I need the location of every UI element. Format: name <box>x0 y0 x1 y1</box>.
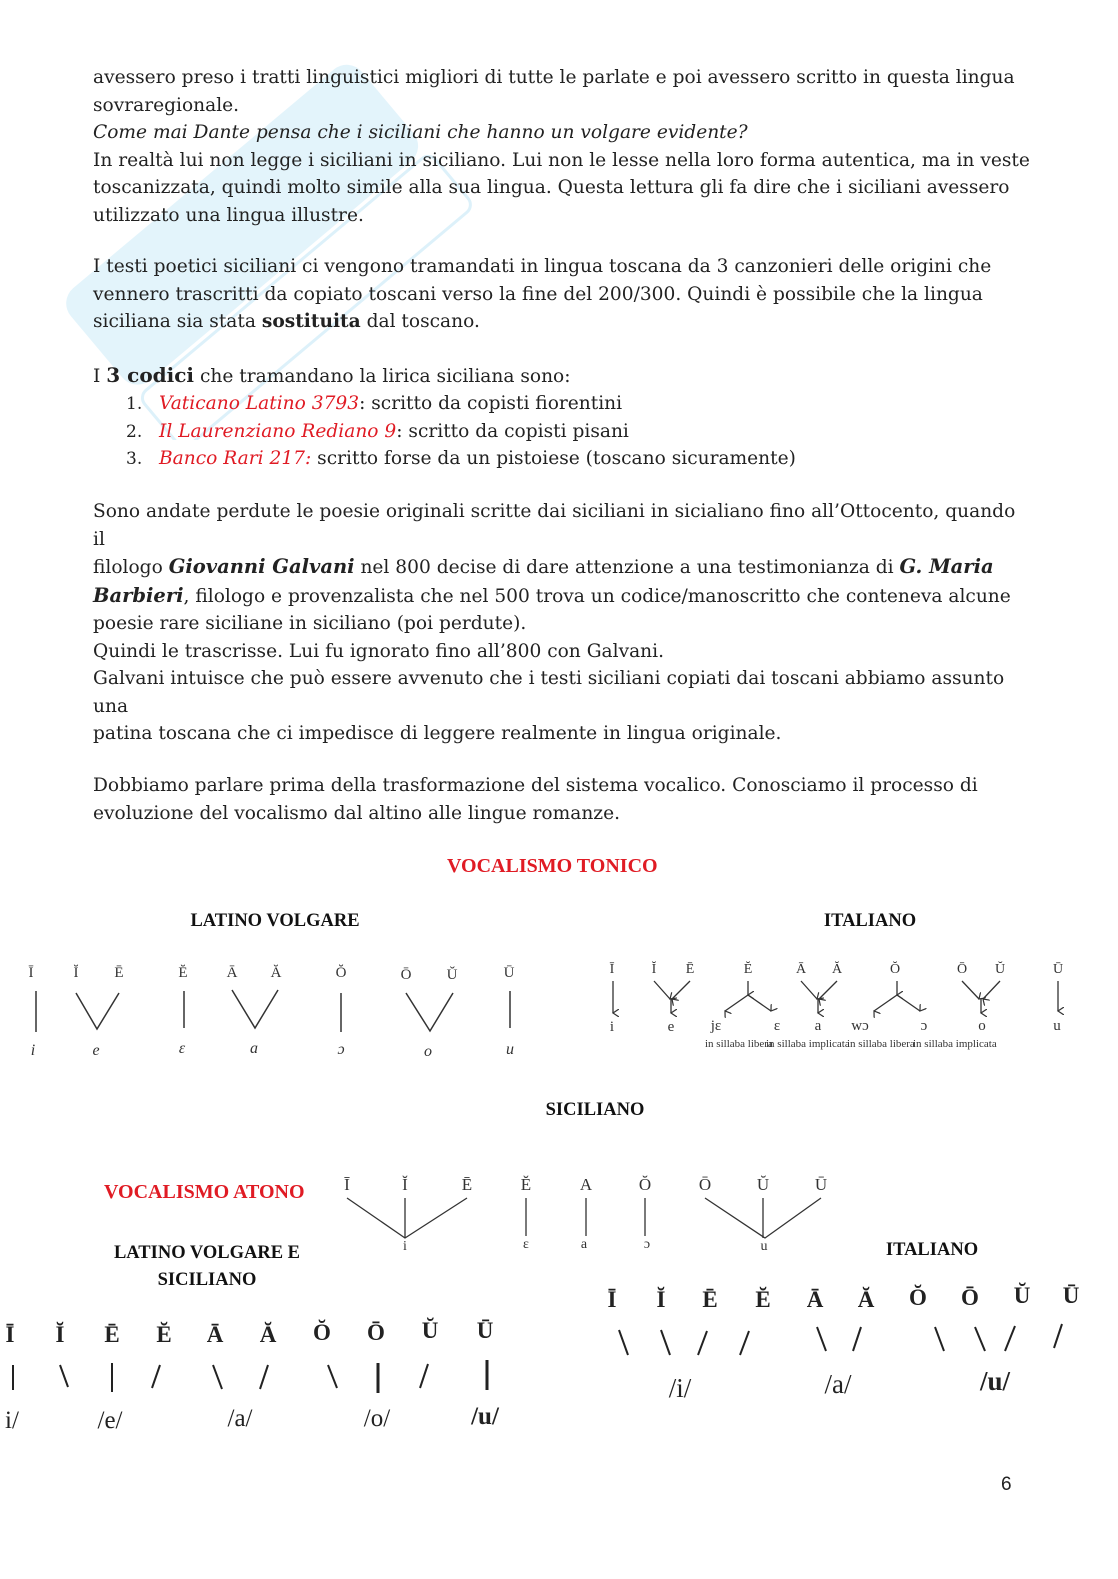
vowel-label: Ā <box>226 965 238 981</box>
vowel-label: Ō <box>698 1175 712 1194</box>
vowel-label: Ă <box>259 1322 277 1347</box>
vowel-label: ɔ <box>920 1018 928 1034</box>
vowel-label: Ō <box>367 1320 385 1345</box>
vowel-label: Ŏ <box>909 1285 927 1310</box>
vowel-label: Ū <box>1062 1283 1080 1308</box>
vowel-label: Ē <box>104 1322 120 1347</box>
label-siciliano: SICILIANO <box>545 1100 645 1120</box>
vowel-label: a <box>580 1237 588 1252</box>
list-item: 1. Vaticano Latino 3793: scritto da copisti fiorentini <box>126 393 623 414</box>
paragraph-sistema-vocalico: Dobbiamo parlare prima della trasformazione del sistema vocalico. Conosciamo il processo di evoluzione del vocalismo dal altino alle lingue romanze. <box>93 775 978 824</box>
vowel-label: Ū <box>503 965 515 981</box>
vowel-label: ɛ <box>523 1237 529 1252</box>
vowel-label: i/ <box>5 1407 19 1434</box>
vowel-label: i <box>609 1019 615 1035</box>
note-label: in sillaba libera <box>847 1038 915 1050</box>
list-item: 3. Banco Rari 217: scritto forse da un pistoiese (toscano sicuramente) <box>126 448 796 469</box>
vowel-label: wɔ <box>851 1018 869 1034</box>
vowel-label: /a/ <box>227 1405 253 1432</box>
vowel-label: /e/ <box>97 1407 123 1434</box>
vowel-label: Ī <box>28 965 34 981</box>
vowel-label: Ū <box>814 1175 828 1194</box>
vowel-label: u <box>760 1239 768 1254</box>
vowel-label: o <box>424 1043 432 1060</box>
vowel-label: Ŏ <box>335 965 347 981</box>
vowel-label: Ĕ <box>178 965 188 981</box>
label-italiano: ITALIANO <box>823 911 917 931</box>
vowel-label: Ĕ <box>520 1175 532 1194</box>
vowel-label: Ă <box>270 965 282 981</box>
vowel-label: /a/ <box>824 1369 852 1399</box>
vowel-label: Ĭ <box>656 1287 666 1312</box>
vowel-label: Ă <box>831 962 843 977</box>
vowel-label: Ō <box>400 967 412 983</box>
note-label: in sillaba implicata <box>913 1038 997 1050</box>
vowel-label: Ŏ <box>889 962 901 977</box>
vowel-label: ɛ <box>773 1018 781 1034</box>
vowel-label: ɔ <box>337 1041 345 1058</box>
vowel-label: A <box>579 1175 593 1194</box>
vowel-label: Ŏ <box>638 1175 652 1194</box>
vowel-label: Ē <box>461 1175 473 1194</box>
vowel-label: u <box>506 1041 514 1058</box>
vowel-label: Ī <box>609 962 615 977</box>
vowel-label: /o/ <box>363 1405 391 1432</box>
vowel-label: Ī <box>344 1175 350 1194</box>
vowel-label: Ē <box>685 962 695 977</box>
codici-list <box>126 390 796 473</box>
diagram-tonico-italiano <box>595 955 1085 1085</box>
vowel-label: Ī <box>607 1287 617 1312</box>
label-italiano-atono: ITALIANO <box>885 1240 979 1260</box>
vowel-label: o <box>978 1018 986 1034</box>
vowel-label: e <box>667 1019 675 1035</box>
vowel-label: Ā <box>795 962 807 977</box>
vowel-label: Ī <box>5 1322 15 1347</box>
vowel-label: Ē <box>702 1287 718 1312</box>
vowel-label: Ŭ <box>1013 1283 1031 1308</box>
vowel-label: ɔ <box>643 1237 651 1252</box>
vowel-label: Ō <box>956 962 968 977</box>
vowel-label: /i/ <box>668 1373 692 1403</box>
vowel-label: Ĭ <box>402 1175 408 1194</box>
list-item: 2. Il Laurenziano Rediano 9: scritto da copisti pisani <box>126 420 629 442</box>
heading-vocalismo-tonico: VOCALISMO TONICO <box>447 855 658 877</box>
vowel-label: u <box>1053 1018 1061 1034</box>
vowel-label: a <box>814 1018 822 1034</box>
paragraph-testi-poetici: I testi poetici siciliani ci vengono tramandati in lingua toscana da 3 canzonieri delle origini che vennero trascritti da copiato toscani verso la fine del 200/300. Quindi è possibile che la lingua siciliana sia stata sostituita dal toscano. <box>93 256 992 332</box>
vowel-label: Ŭ <box>446 967 458 983</box>
diagram-atono-latino-siciliano <box>0 1310 540 1440</box>
vowel-label: Ū <box>1052 962 1064 977</box>
vowel-label: a <box>250 1040 258 1057</box>
vowel-label: jɛ <box>710 1018 722 1034</box>
vowel-label: Ĕ <box>156 1322 172 1347</box>
heading-vocalismo-atono: VOCALISMO ATONO <box>104 1181 305 1203</box>
vowel-label: Ŭ <box>421 1318 439 1343</box>
vowel-label: i <box>30 1042 36 1059</box>
vowel-label: Ĭ <box>651 962 657 977</box>
vowel-label: Ā <box>806 1287 824 1312</box>
note-label: in sillaba libera <box>705 1038 773 1050</box>
vowel-label: Ŭ <box>994 962 1006 977</box>
vowel-label: e <box>92 1042 100 1059</box>
vowel-label: /u/ <box>979 1366 1011 1396</box>
paragraph-patina: Galvani intuisce che può essere avvenuto che i testi siciliani copiati dai toscani abbiamo assunto una patina toscana che ci impedisce di leggere realmente in lingua originale. <box>93 668 1005 744</box>
vowel-label: i <box>403 1239 407 1254</box>
page-number: 6 <box>1001 1474 1012 1495</box>
paragraph-galvani: Sono andate perdute le poesie originali scritte dai siciliani in sicialiano fino all’Ottocento, quando il filologo Giovanni Galvani nel 800 decise di dare attenzione a una testimonianza di G. Maria Barbieri, filologo e provenzalista che nel 500 trova un codice/manoscritto che conteneva alcune poesie rare siciliane in siciliano (poi perdute). Quindi le trascrisse. Lui fu ignorato fino all’800 con Galvani. <box>93 501 1016 662</box>
vowel-label: Ĭ <box>73 965 79 981</box>
vowel-label: Ŏ <box>313 1320 331 1345</box>
vowel-label: Ĕ <box>755 1287 771 1312</box>
label-latino-volgare-siciliano: LATINO VOLGARE E SICILIANO <box>113 1243 301 1290</box>
vowel-label: Ĕ <box>743 962 753 977</box>
vowel-label: Ū <box>476 1318 494 1343</box>
codici-intro: I 3 codici che tramandano la lirica siciliana sono: <box>93 363 571 387</box>
diagram-tonico-latino <box>0 955 540 1065</box>
vowel-label: Ā <box>206 1322 224 1347</box>
vowel-label: Ē <box>114 965 124 981</box>
vowel-label: Ĭ <box>55 1322 65 1347</box>
vowel-label: Ă <box>857 1287 875 1312</box>
vowel-label: /u/ <box>471 1403 499 1430</box>
paragraph-continuation: avessero preso i tratti linguistici migliori di tutte le parlate e poi avessero scritto in questa lingua sovraregionale. Come mai Dante pensa che i siciliani che hanno un volgare evidente? In realtà lui non legge i siciliani in siciliano. Lui non le lesse nella loro forma autentica, ma in veste toscanizzata, quindi molto simile alla sua lingua. Questa lettura gli fa dire che i siciliani avessero utilizzato una lingua illustre. <box>93 67 1030 226</box>
vowel-label: Ō <box>961 1285 979 1310</box>
vowel-label: ɛ <box>178 1040 186 1057</box>
diagram-atono-italiano <box>595 1275 1085 1415</box>
diagram-siciliano <box>330 1168 850 1258</box>
label-latino-volgare: LATINO VOLGARE <box>190 911 360 931</box>
note-label: in sillaba implicata <box>766 1038 850 1050</box>
question-line: Come mai Dante pensa che i siciliani che hanno un volgare evidente? <box>93 122 748 143</box>
vowel-label: Ŭ <box>756 1175 770 1194</box>
